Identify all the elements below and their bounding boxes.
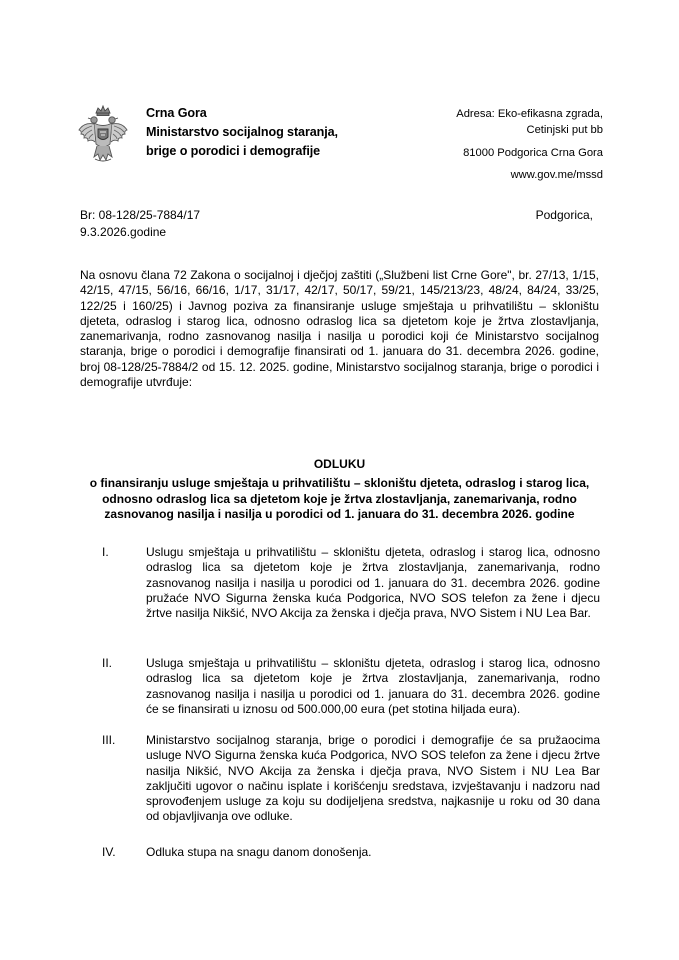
item-numeral: II. <box>102 656 113 670</box>
item-numeral: I. <box>102 545 109 559</box>
address-line2: Cetinjski put bb <box>526 123 603 136</box>
item-text: Ministarstvo socijalnog staranja, brige o porodici i demografije će sa pružaocima usluge NVO Sigurna ženska kuća Podgorica, NVO SOS telefon za žene i djecu žrtve nasilja Nikšić, NVO Akcija za ženska i dječja prava, NVO Sistem i NU Lea Bar zaključiti ugovor o načinu isplate i korišćenju sredstava, izvještavanju i nadzoru nad sprovođenjem usluge za koju su dodijeljena sredstva, najkasnije u roku od 30 dana od objavljivanja ove odluke. <box>146 733 600 824</box>
item-numeral: IV. <box>102 845 116 859</box>
address-line1: Adresa: Eko-efikasna zgrada, <box>456 108 603 120</box>
item-text: Uslugu smještaja u prihvatilištu – skloništu djeteta, odraslog i starog lica, odnosno odraslog lica sa djetetom koje je žrtva zlostavljanja, zanemarivanja, rodno zasnovanog nasilja i nasilja u porodici od 1. januara do 31. decembra 2026. godine pružaće NVO Sigurna ženska kuća Podgorica, NVO SOS telefon za žene i djecu žrtve nasilja Nikšić, NVO Akcija za ženska i dječja prava, NVO Sistem i NU Lea Bar. <box>146 545 600 621</box>
address-line3: 81000 Podgorica Crna Gora <box>463 147 603 159</box>
decision-title: ODLUKU <box>313 457 366 471</box>
reference-block <box>80 207 200 241</box>
org-ministry-line1: Ministarstvo socijalnog staranja, <box>146 125 338 139</box>
item-text: Odluka stupa na snagu danom donošenja. <box>146 845 372 859</box>
coat-of-arms-emblem <box>76 104 130 164</box>
item-numeral: III. <box>102 733 116 747</box>
reference-date: 9.3.2026.godine <box>80 225 167 239</box>
website: www.gov.me/mssd <box>510 168 603 181</box>
org-country: Crna Gora <box>146 106 207 120</box>
address-block <box>456 107 603 183</box>
decision-subtitle: o finansiranju usluge smještaja u prihvatilištu – skloništu djeteta, odraslog i starog lica, odnosno odraslog lica sa djetetom koje je žrtva zlostavljanja, zanemarivanja, rodno zasnovanog nasilja i nasilja u porodici od 1. januara do 31. decembra 2026. godine <box>89 476 590 521</box>
reference-place: Podgorica, <box>535 208 593 222</box>
intro-paragraph: Na osnovu člana 72 Zakona o socijalnoj i dječjoj zaštiti („Službeni list Crne Gore", br. 27/13, 1/15, 42/15, 47/15, 56/16, 66/16, 1/17, 31/17, 42/17, 50/17, 59/21, 145/213/23, 48/24, 84/24, 33/25, 122/25 i 160/25) i Javnog poziva za finansiranje usluge smještaja u prihvatilištu – skloništu djeteta, odraslog i starog lica, odnosno odraslog lica sa djetetom koje je žrtva zlostavljanja, zanemarivanja, rodno zasnovanog nasilja i nasilja u porodici koji će Ministarstvo socijalnog staranja, brige o porodici i demografije finansirati od 1. januara do 31. decembra 2026. godine, broj 08-128/25-7884/2 od 15. 12. 2025. godine, Ministarstvo socijalnog staranja, brige o porodici i demografije utvrđuje: <box>80 268 599 390</box>
organization-name-block <box>146 104 338 161</box>
org-ministry-line2: brige o porodici i demografije <box>146 144 321 158</box>
item-text: Usluga smještaja u prihvatilištu – skloništu djeteta, odraslog i starog lica, odnosno odraslog lica sa djetetom koje je žrtva zlostavljanja, zanemarivanja, rodno zasnovanog nasilja i nasilja u porodici od 1. januara do 31. decembra 2026. godine će se finansirati u iznosu od 500.000,00 eura (pet stotina hiljada eura). <box>146 656 600 716</box>
reference-number: Br: 08-128/25-7884/17 <box>80 208 201 222</box>
